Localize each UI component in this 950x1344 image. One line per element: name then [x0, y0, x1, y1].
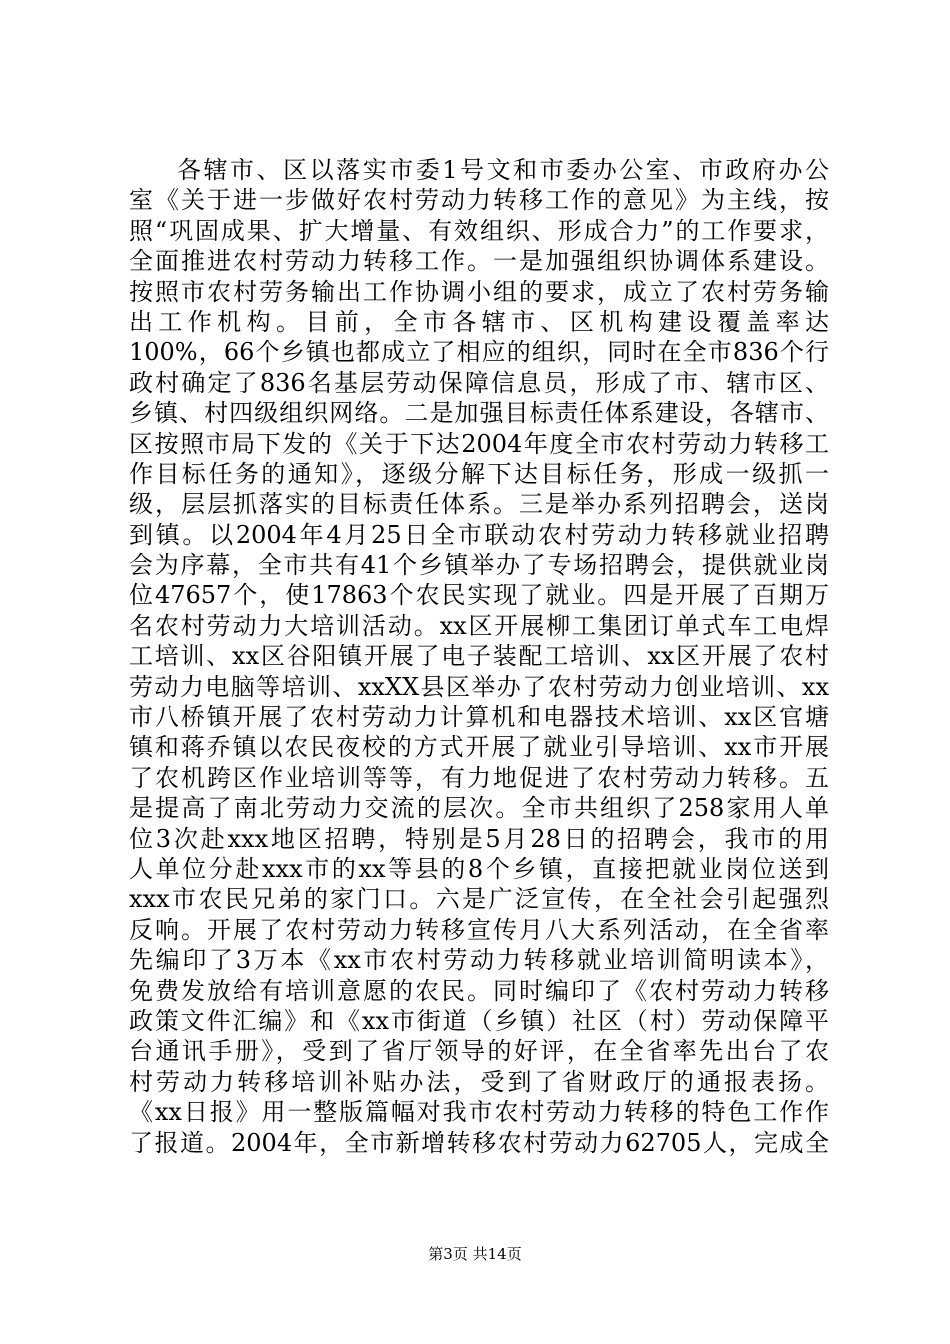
- body-paragraph: [129, 155, 829, 1158]
- text-line: 100%，66个乡镇也都成立了相应的组织，同时在全市836个行: [129, 338, 829, 367]
- text-line: 了报道。2004年，全市新增转移农村劳动力62705人，完成全: [129, 1128, 829, 1157]
- text-line: 照“巩固成果、扩大增量、有效组织、形成合力”的工作要求，: [129, 216, 829, 245]
- text-line: 位3次赴xxx地区招聘，特别是5月28日的招聘会，我市的用: [129, 824, 829, 853]
- text-line: xxx市农民兄弟的家门口。六是广泛宣传，在全社会引起强烈: [129, 885, 829, 914]
- text-line: 出工作机构。目前，全市各辖市、区机构建设覆盖率达: [129, 307, 829, 336]
- text-line: 各辖市、区以落实市委1号文和市委办公室、市政府办公: [177, 156, 829, 184]
- text-line: 镇和蒋乔镇以农民夜校的方式开展了就业引导培训、xx市开展: [129, 733, 829, 762]
- text-line: 名农村劳动力大培训活动。xx区开展柳工集团订单式车工电焊: [129, 611, 829, 640]
- text-line: 全面推进农村劳动力转移工作。一是加强组织协调体系建设。: [129, 247, 829, 276]
- text-line: 台通讯手册》，受到了省厅领导的好评，在全省率先出台了农: [129, 1037, 829, 1066]
- page-footer: [0, 1244, 950, 1264]
- text-line: 级，层层抓落实的目标责任体系。三是举办系列招聘会，送岗: [129, 490, 829, 519]
- text-line: 《xx日报》用一整版篇幅对我市农村劳动力转移的特色工作作: [129, 1098, 829, 1127]
- text-line: 按照市农村劳务输出工作协调小组的要求，成立了农村劳务输: [129, 277, 829, 306]
- text-line: 乡镇、村四级组织网络。二是加强目标责任体系建设，各辖市、: [129, 399, 829, 428]
- text-line: 了农机跨区作业培训等等，有力地促进了农村劳动力转移。五: [129, 763, 829, 792]
- text-line: 政策文件汇编》和《xx市街道（乡镇）社区（村）劳动保障平: [129, 1006, 829, 1035]
- text-line: 先编印了3万本《xx市农村劳动力转移就业培训简明读本》，: [129, 946, 829, 975]
- text-line: 政村确定了836名基层劳动保障信息员，形成了市、辖市区、: [129, 368, 829, 397]
- text-line: 区按照市局下发的《关于下达2004年度全市农村劳动力转移工: [129, 429, 829, 458]
- text-line: 劳动力电脑等培训、xxXX县区举办了农村劳动力创业培训、xx: [129, 672, 829, 701]
- text-line: 免费发放给有培训意愿的农民。同时编印了《农村劳动力转移: [129, 976, 829, 1005]
- text-line: 村劳动力转移培训补贴办法，受到了省财政厅的通报表扬。: [129, 1067, 829, 1096]
- page-number-label: 第3页 共14页: [428, 1245, 522, 1263]
- text-line: 室《关于进一步做好农村劳动力转移工作的意见》为主线，按: [129, 186, 829, 215]
- text-line: 工培训、xx区谷阳镇开展了电子装配工培训、xx区开展了农村: [129, 642, 829, 671]
- text-line: 位47657个，使17863个农民实现了就业。四是开展了百期万: [129, 581, 829, 610]
- text-line: 到镇。以2004年4月25日全市联动农村劳动力转移就业招聘: [129, 520, 829, 549]
- text-line: 反响。开展了农村劳动力转移宣传月八大系列活动，在全省率: [129, 915, 829, 944]
- text-line: 会为序幕，全市共有41个乡镇举办了专场招聘会，提供就业岗: [129, 551, 829, 580]
- text-line: 人单位分赴xxx市的xx等县的8个乡镇，直接把就业岗位送到: [129, 854, 829, 883]
- text-line: 是提高了南北劳动力交流的层次。全市共组织了258家用人单: [129, 794, 829, 823]
- text-line: 市八桥镇开展了农村劳动力计算机和电器技术培训、xx区官塘: [129, 703, 829, 732]
- text-line: 作目标任务的通知》，逐级分解下达目标任务，形成一级抓一: [129, 459, 829, 488]
